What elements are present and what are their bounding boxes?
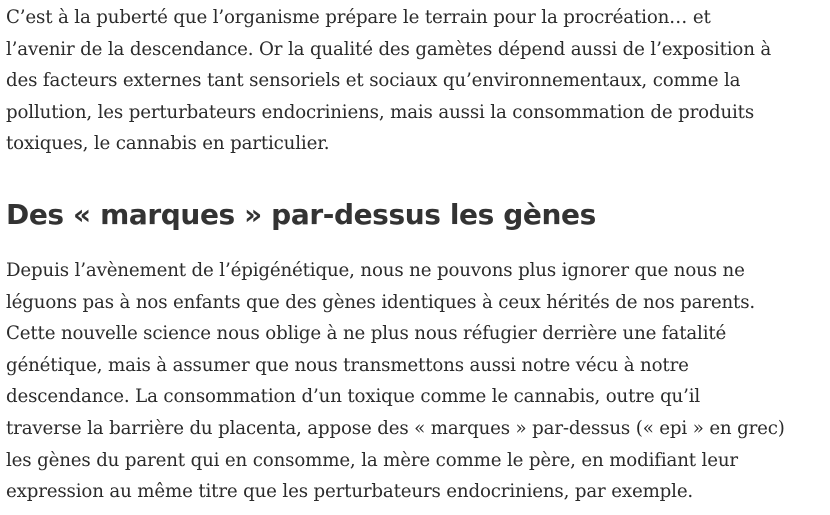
paragraph-line: léguons pas à nos enfants que des gènes identiques à ceux hérités de nos parents. xyxy=(6,291,756,313)
paragraph-line: des facteurs externes tant sensoriels et sociaux qu’environnementaux, comme la xyxy=(6,70,741,92)
intro-paragraph xyxy=(6,2,771,160)
paragraph-line: l’avenir de la descendance. Or la qualité des gamètes dépend aussi de l’exposition à xyxy=(6,38,772,60)
paragraph-line: expression au même titre que les perturbateurs endocriniens, par exemple. xyxy=(6,481,694,503)
paragraph-line: traverse la barrière du placenta, appose des « marques » par-dessus (« epi » en grec) xyxy=(6,417,785,439)
section-heading: Des « marques » par-dessus les gènes xyxy=(6,198,596,231)
section-paragraph xyxy=(6,255,785,508)
paragraph-line: Depuis l’avènement de l’épigénétique, nous ne pouvons plus ignorer que nous ne xyxy=(6,260,745,281)
paragraph-line: Cette nouvelle science nous oblige à ne plus nous réfugier derrière une fatalité xyxy=(6,323,727,345)
paragraph-line: les gènes du parent qui en consomme, la mère comme le père, en modifiant leur xyxy=(6,449,738,471)
paragraph-line: C’est à la puberté que l’organisme prépare le terrain pour la procréation… et xyxy=(6,7,711,28)
paragraph-line: descendance. La consommation d’un toxique comme le cannabis, outre qu’il xyxy=(6,386,701,408)
paragraph-line: pollution, les perturbateurs endocriniens, mais aussi la consommation de produits xyxy=(6,101,755,123)
paragraph-line: toxiques, le cannabis en particulier. xyxy=(6,133,330,155)
paragraph-line: génétique, mais à assumer que nous transmettons aussi notre vécu à notre xyxy=(6,354,689,376)
